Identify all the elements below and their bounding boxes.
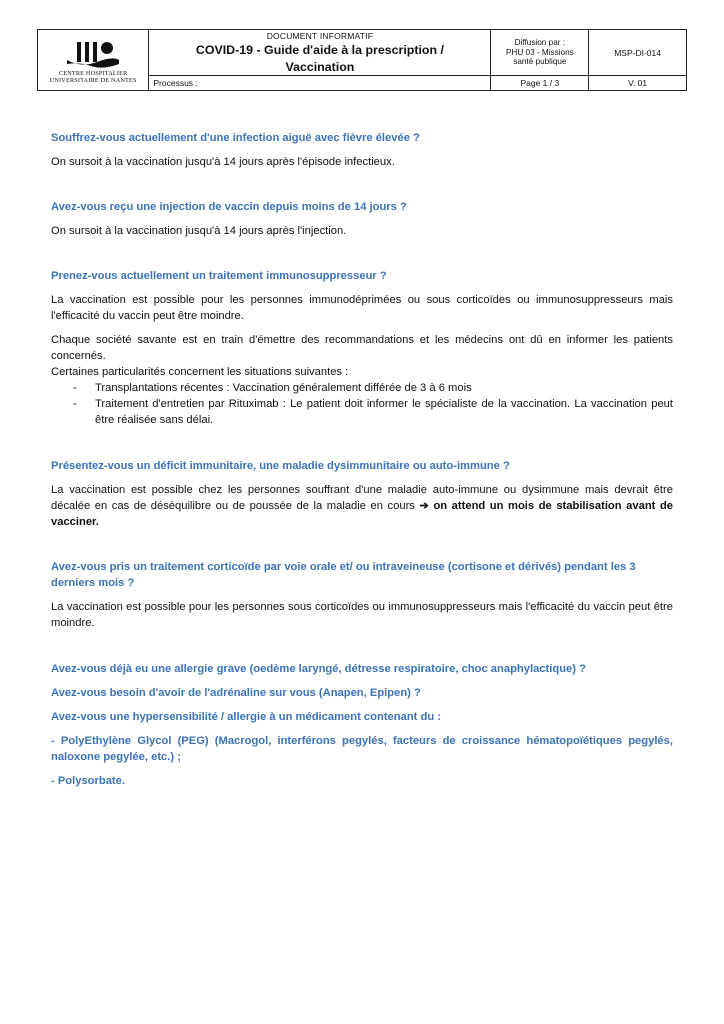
answer-infection: On sursoit à la vaccination jusqu'à 14 jours après l'épisode infectieux. — [51, 156, 395, 168]
answer-corticoid: La vaccination est possible pour les personnes sous corticoïdes ou immunosuppresseurs mais l'efficacité du vaccin peut être moindre. — [51, 601, 673, 629]
particularities-list — [51, 380, 673, 428]
header-table — [37, 29, 687, 91]
title-cell — [149, 30, 491, 76]
list-item-text: Transplantations récentes : Vaccination généralement différée de 3 à 6 mois — [95, 382, 472, 394]
processus-label: Processus : — [153, 78, 198, 88]
diffusion-cell — [491, 30, 589, 76]
dash-bullet: - — [73, 382, 77, 394]
logo-text-line1: CENTRE HOSPITALIER — [58, 70, 128, 77]
diffusion-line1: PHU 03 - Missions — [505, 47, 574, 57]
reference-cell — [589, 30, 687, 76]
page-number: Page 1 / 3 — [520, 78, 560, 88]
answer-immune-deficit-text: La vaccination est possible chez les personnes souffrant d'une maladie auto-immune ou dysimmune mais devrait être décalée en cas de déséquilibre ou de poussée de la maladie en cours — [51, 484, 673, 512]
question-corticoid: Avez-vous pris un traitement corticoïde par voie orale et/ ou intraveineuse (cortisone et dérivés) pendant les 3 derniers mois ? — [51, 561, 636, 589]
item-peg: - PolyEthylène Glycol (PEG) (Macrogol, interférons pegylés, facteurs de croissance hématopoïétiques pegylés, naloxone pegylée, etc.) ; — [51, 735, 673, 763]
page-cell — [491, 76, 589, 91]
question-immunosuppressant: Prenez-vous actuellement un traitement immunosuppresseur ? — [51, 270, 387, 282]
question-hypersensitivity: Avez-vous une hypersensibilité / allergie à un médicament contenant du : — [51, 711, 441, 723]
arrow-icon: ➔ — [419, 500, 429, 512]
question-immune-deficit: Présentez-vous un déficit immunitaire, une maladie dysimmunitaire ou auto-immune ? — [51, 460, 510, 472]
item-polysorbate: - Polysorbate. — [51, 775, 125, 787]
answer-immunosuppressant-p2: Chaque société savante est en train d'émettre des recommandations et les médecins ont dû en informer les patients concernés. — [51, 334, 673, 362]
processus-cell — [149, 76, 491, 91]
chu-nantes-logo-icon — [63, 40, 123, 70]
logo-text-line2: UNIVERSITAIRE DE NANTES — [49, 77, 137, 84]
list-item — [51, 380, 673, 396]
answer-immune-deficit-bold: on attend un mois de stabilisation avant de vacciner. — [51, 500, 674, 528]
answer-immune-deficit — [51, 482, 673, 530]
question-severe-allergy: Avez-vous déjà eu une allergie grave (oedème laryngé, détresse respiratoire, choc anaphylactique) ? — [51, 663, 586, 675]
answer-recent-vaccine: On sursoit à la vaccination jusqu'à 14 jours après l'injection. — [51, 225, 347, 237]
diffusion-line2: santé publique — [513, 57, 567, 67]
question-adrenaline: Avez-vous besoin d'avoir de l'adrénaline sur vous (Anapen, Epipen) ? — [51, 687, 421, 699]
version-number: V. 01 — [628, 78, 648, 88]
logo-cell — [38, 30, 149, 91]
document-title-line1: COVID-19 - Guide d'aide à la prescription / — [195, 43, 444, 57]
document-type: DOCUMENT INFORMATIF — [266, 31, 374, 41]
document-header — [37, 29, 687, 101]
diffusion-label: Diffusion par : — [514, 38, 566, 48]
dash-bullet: - — [73, 398, 77, 410]
question-recent-vaccine: Avez-vous reçu une injection de vaccin depuis moins de 14 jours ? — [51, 201, 407, 213]
version-cell — [589, 76, 687, 91]
list-item-text: Traitement d'entretien par Rituximab : Le patient doit informer le spécialiste de la vaccination. La vaccination peut être réalisée sans délai. — [95, 398, 673, 426]
document-reference: MSP-DI-014 — [614, 47, 661, 58]
question-infection: Souffrez-vous actuellement d'une infection aiguë avec fièvre élevée ? — [51, 132, 420, 144]
answer-immunosuppressant-p1: La vaccination est possible pour les personnes immunodéprimées ou sous corticoïdes ou immunosuppresseurs mais l'efficacité du vaccin peut être moindre. — [51, 294, 673, 322]
document-title-line2: Vaccination — [285, 60, 355, 74]
list-item — [51, 396, 673, 428]
answer-immunosuppressant-p3: Certaines particularités concernent les situations suivantes : — [51, 366, 349, 378]
document-body — [51, 120, 673, 789]
